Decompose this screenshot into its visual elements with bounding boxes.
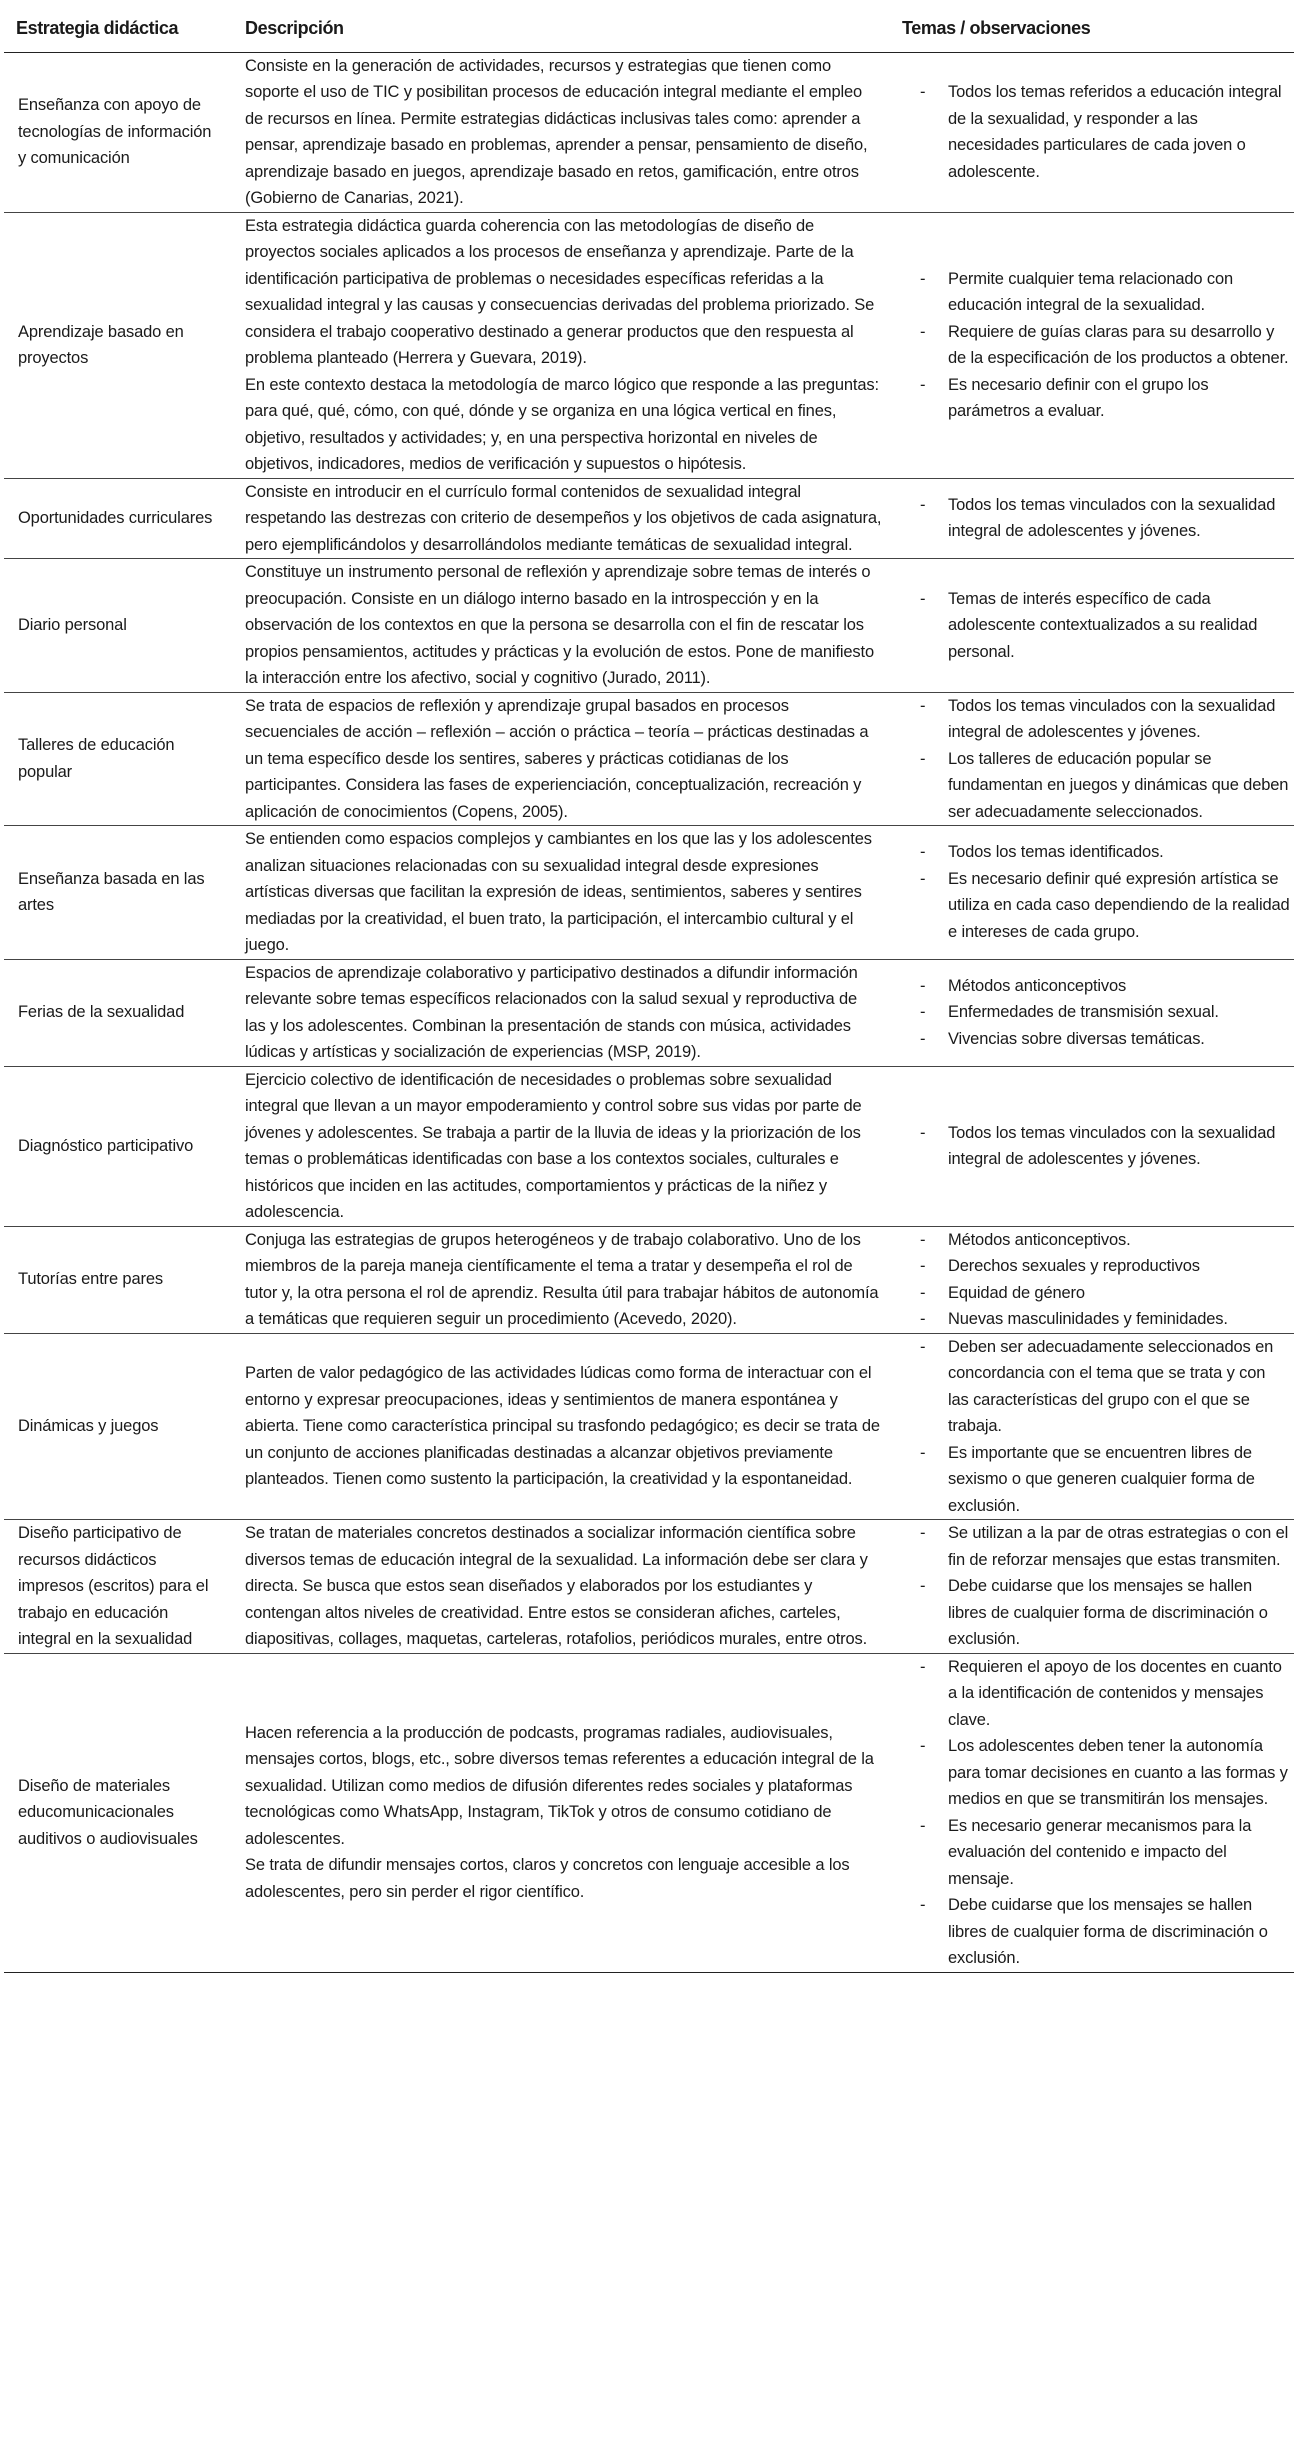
topic-item: - Permite cualquier tema relacionado con educación integral de la sexualidad. [916, 266, 1290, 319]
topic-item: - Vivencias sobre diversas temáticas. [916, 1026, 1290, 1053]
header-strategy: Estrategia didáctica [4, 6, 233, 52]
header-row [4, 6, 1294, 52]
description-cell [233, 1333, 890, 1520]
topics-cell [890, 1226, 1294, 1333]
strategy-cell: Enseñanza con apoyo de tecnologías de información y comunicación [4, 52, 233, 212]
topics-cell [890, 52, 1294, 212]
table-header [4, 6, 1294, 52]
topics-list [916, 1520, 1290, 1653]
description-paragraph: Consiste en introducir en el currículo formal contenidos de sexualidad integral respetando las destrezas con criterio de desempeños y los objetivos de cada asignatura, pero ejemplificándolos y desarrollándolos mediante temáticas de sexualidad integral. [245, 482, 882, 554]
table-row [4, 1520, 1294, 1654]
topic-item: - Debe cuidarse que los mensajes se hallen libres de cualquier forma de discriminación o exclusión. [916, 1892, 1290, 1972]
topic-item: - Se utilizan a la par de otras estrategias o con el fin de reforzar mensajes que estas transmiten. [916, 1520, 1290, 1573]
topic-item: - Todos los temas vinculados con la sexualidad integral de adolescentes y jóvenes. [916, 1120, 1290, 1173]
description-cell [233, 559, 890, 693]
strategy-cell: Talleres de educación popular [4, 692, 233, 826]
topics-list [916, 586, 1290, 666]
topic-item: - Temas de interés específico de cada adolescente contextualizados a su realidad personal. [916, 586, 1290, 666]
strategy-cell: Tutorías entre pares [4, 1226, 233, 1333]
topic-item: - Requiere de guías claras para su desarrollo y de la especificación de los productos a obtener. [916, 319, 1290, 372]
description-cell [233, 826, 890, 960]
strategy-cell: Diseño participativo de recursos didácticos impresos (escritos) para el trabajo en educación integral en la sexualidad [4, 1520, 233, 1654]
strategy-cell: Diario personal [4, 559, 233, 693]
description-paragraph: Se trata de difundir mensajes cortos, claros y concretos con lenguaje accesible a los adolescentes, pero sin perder el rigor científico. [245, 1856, 850, 1901]
topics-list [916, 266, 1290, 425]
topic-item: - Requieren el apoyo de los docentes en cuanto a la identificación de contenidos y mensajes clave. [916, 1654, 1290, 1734]
topics-list [916, 693, 1290, 826]
description-paragraph: Ejercicio colectivo de identificación de necesidades o problemas sobre sexualidad integral que llevan a un mayor empoderamiento y control sobre sus vidas por parte de jóvenes y adolescentes. Se trabaja a partir de la lluvia de ideas y la priorización de los temas o problemáticas identificadas con base a los contextos sociales, culturales e históricos que inciden en las actitudes, comportamientos y prácticas de la niñez y adolescencia. [245, 1070, 862, 1221]
topics-cell [890, 1653, 1294, 1972]
topic-item: - Es necesario definir con el grupo los parámetros a evaluar. [916, 372, 1290, 425]
description-paragraph: Conjuga las estrategias de grupos heterogéneos y de trabajo colaborativo. Uno de los miembros de la pareja maneja científicamente el tema a tratar y desempeña el rol de tutor y, la otra persona el rol de aprendiz. Resulta útil para trabajar hábitos de autonomía a temáticas que requieren seguir un procedimiento (Acevedo, 2020). [245, 1230, 879, 1328]
description-cell [233, 1653, 890, 1972]
strategy-cell: Ferias de la sexualidad [4, 959, 233, 1066]
strategy-cell: Dinámicas y juegos [4, 1333, 233, 1520]
topics-list [916, 1334, 1290, 1520]
topics-list [916, 973, 1290, 1053]
description-paragraph: Se tratan de materiales concretos destinados a socializar información científica sobre diversos temas de educación integral de la sexualidad. La información debe ser clara y directa. Se busca que estos sean diseñados y elaborados por los estudiantes y contengan altos niveles de creatividad. Entre estos se consideran afiches, carteles, diapositivas, collages, maquetas, carteleras, rotafolios, periódicos murales, entre otros. [245, 1524, 868, 1648]
topic-item: - Nuevas masculinidades y feminidades. [916, 1306, 1290, 1333]
topics-cell [890, 1520, 1294, 1654]
strategies-table [4, 6, 1294, 1973]
topic-item: - Derechos sexuales y reproductivos [916, 1253, 1290, 1280]
strategy-cell: Oportunidades curriculares [4, 478, 233, 559]
topic-item: - Equidad de género [916, 1280, 1290, 1307]
topics-list [916, 1227, 1290, 1333]
strategy-cell: Enseñanza basada en las artes [4, 826, 233, 960]
table-row [4, 1226, 1294, 1333]
description-cell [233, 959, 890, 1066]
strategy-cell: Diagnóstico participativo [4, 1066, 233, 1226]
topic-item: - Todos los temas vinculados con la sexualidad integral de adolescentes y jóvenes. [916, 693, 1290, 746]
table-row [4, 559, 1294, 693]
table-row [4, 692, 1294, 826]
description-cell [233, 1226, 890, 1333]
strategy-cell: Diseño de materiales educomunicacionales auditivos o audiovisuales [4, 1653, 233, 1972]
topic-item: - Métodos anticonceptivos [916, 973, 1290, 1000]
topic-item: - Todos los temas identificados. [916, 839, 1290, 866]
description-paragraph: Parten de valor pedagógico de las actividades lúdicas como forma de interactuar con el entorno y expresar preocupaciones, ideas y sentimientos de manera espontánea y abierta. Tiene como característica principal su trasfondo pedagógico; es decir se trata de un conjunto de acciones planificadas destinadas a alcanzar objetivos previamente planteados. Tienen como sustento la participación, la creatividad y la espontaneidad. [245, 1364, 880, 1488]
topics-cell [890, 826, 1294, 960]
table-row [4, 826, 1294, 960]
topic-item: - Es necesario definir qué expresión artística se utiliza en cada caso dependiendo de la realidad e intereses de cada grupo. [916, 866, 1290, 946]
description-paragraph: Constituye un instrumento personal de reflexión y aprendizaje sobre temas de interés o preocupación. Consiste en un diálogo interno basado en la introspección y en la observación de los contextos en que la persona se desarrolla con el fin de rescatar los propios pensamientos, actitudes y prácticas y la evolución de estos. Pone de manifiesto la interacción entre los afectivo, social y cognitivo (Jurado, 2011). [245, 563, 874, 687]
topic-item: - Todos los temas referidos a educación integral de la sexualidad, y responder a las necesidades particulares de cada joven o adolescente. [916, 79, 1290, 185]
table-row [4, 52, 1294, 212]
topic-item: - Es necesario generar mecanismos para la evaluación del contenido e impacto del mensaje. [916, 1813, 1290, 1893]
header-topics: Temas / observaciones [890, 6, 1294, 52]
topics-cell [890, 478, 1294, 559]
topics-cell [890, 559, 1294, 693]
topics-list [916, 1120, 1290, 1173]
description-cell [233, 212, 890, 478]
description-cell [233, 478, 890, 559]
description-cell [233, 1520, 890, 1654]
topics-cell [890, 1066, 1294, 1226]
description-paragraph: Hacen referencia a la producción de podcasts, programas radiales, audiovisuales, mensajes cortos, blogs, etc., sobre diversos temas referentes a educación integral de la sexualidad. Utilizan como medios de difusión diferentes redes sociales y plataformas tecnológicas como WhatsApp, Instagram, TikTok y otros de consumo cotidiano de adolescentes. [245, 1723, 874, 1848]
topic-item: - Los adolescentes deben tener la autonomía para tomar decisiones en cuanto a las formas y medios en que se transmitirán los mensajes. [916, 1733, 1290, 1813]
topic-item: - Los talleres de educación popular se fundamentan en juegos y dinámicas que deben ser adecuadamente seleccionados. [916, 746, 1290, 826]
header-description: Descripción [233, 6, 890, 52]
table-row [4, 959, 1294, 1066]
topic-item: - Enfermedades de transmisión sexual. [916, 999, 1290, 1026]
topics-list [916, 492, 1290, 545]
table-row [4, 1066, 1294, 1226]
description-cell [233, 1066, 890, 1226]
topic-item: - Métodos anticonceptivos. [916, 1227, 1290, 1254]
topics-cell [890, 692, 1294, 826]
description-paragraph: Espacios de aprendizaje colaborativo y participativo destinados a difundir información relevante sobre temas específicos relacionados con la salud sexual y reproductiva de las y los adolescentes. Combinan la presentación de stands con música, actividades lúdicas y artísticas y socialización de experiencias (MSP, 2019). [245, 963, 858, 1061]
topics-cell [890, 212, 1294, 478]
table-row [4, 1653, 1294, 1972]
strategy-cell: Aprendizaje basado en proyectos [4, 212, 233, 478]
description-paragraph: Se entienden como espacios complejos y cambiantes en los que las y los adolescentes analizan situaciones relacionadas con su sexualidad integral desde expresiones artísticas diversas que facilitan la expresión de ideas, sentimientos, saberes y sentires mediadas por la creatividad, el buen trato, la participación, el intercambio cultural y el juego. [245, 830, 872, 954]
topic-item: - Es importante que se encuentren libres de sexismo o que generen cualquier forma de exclusión. [916, 1440, 1290, 1520]
topic-item: - Todos los temas vinculados con la sexualidad integral de adolescentes y jóvenes. [916, 492, 1290, 545]
description-paragraph: En este contexto destaca la metodología de marco lógico que responde a las preguntas: para qué, qué, cómo, con qué, dónde y se organiza en una lógica vertical en fines, objetivo, resultados y actividades; y, en una perspectiva horizontal en niveles de objetivos, indicadores, medios de verificación y supuestos o hipótesis. [245, 375, 879, 473]
description-paragraph: Se trata de espacios de reflexión y aprendizaje grupal basados en procesos secuenciales de acción – reflexión – acción o práctica – teoría – prácticas destinadas a un tema específico desde los sentires, saberes y prácticas cotidianas de los participantes. Considera las fases de experienciación, conceptualización, recreación y aplicación de conocimientos (Copens, 2005). [245, 696, 869, 821]
topics-list [916, 79, 1290, 185]
description-paragraph: Consiste en la generación de actividades, recursos y estrategias que tienen como soporte el uso de TIC y posibilitan procesos de educación integral mediante el empleo de recursos en línea. Permite estrategias didácticas inclusivas tales como: aprender a pensar, aprendizaje basado en problemas, aprender a pensar, pensamiento de diseño, aprendizaje basado en juegos, aprendizaje basado en retos, gamificación, entre otros (Gobierno de Canarias, 2021). [245, 56, 868, 207]
topics-list [916, 1654, 1290, 1972]
table-body [4, 52, 1294, 1972]
description-cell [233, 52, 890, 212]
topics-list [916, 839, 1290, 945]
table-row [4, 1333, 1294, 1520]
topic-item: - Debe cuidarse que los mensajes se hallen libres de cualquier forma de discriminación o exclusión. [916, 1573, 1290, 1653]
topics-cell [890, 959, 1294, 1066]
table-row [4, 212, 1294, 478]
description-cell [233, 692, 890, 826]
topic-item: - Deben ser adecuadamente seleccionados en concordancia con el tema que se trata y con las características del grupo con el que se trabaja. [916, 1334, 1290, 1440]
description-paragraph: Esta estrategia didáctica guarda coherencia con las metodologías de diseño de proyectos sociales aplicados a los procesos de enseñanza y aprendizaje. Parte de la identificación participativa de problemas o necesidades específicas referidas a la sexualidad integral y las causas y consecuencias derivadas del problema priorizado. Se considera el trabajo cooperativo destinado a generar productos que den respuesta al problema planteado (Herrera y Guevara, 2019). [245, 216, 875, 367]
table-row [4, 478, 1294, 559]
topics-cell [890, 1333, 1294, 1520]
